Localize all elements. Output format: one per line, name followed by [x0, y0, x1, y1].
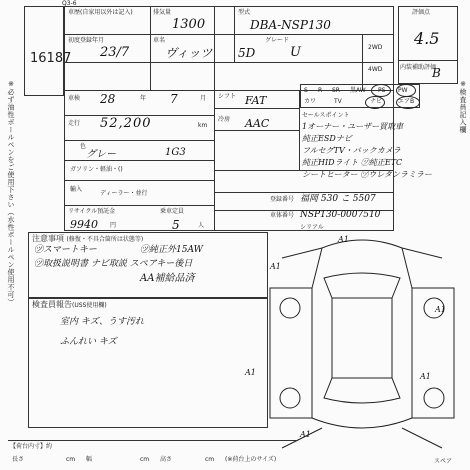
car-damage-diagram: [262, 228, 467, 463]
cargo-label: 【荷台内寸】約: [10, 443, 53, 450]
car-roof: [332, 298, 392, 378]
grade-label: グレード: [265, 37, 290, 44]
grid-line: [214, 192, 394, 193]
side-notice: ※必ず油性ボールペンをご使用下さい（水性ボールペン使用不可）: [7, 80, 15, 306]
inspection-label: 車検: [68, 95, 81, 102]
wheel-fl: [280, 298, 300, 318]
drive-2wd: 2WD: [368, 44, 383, 51]
grid-line: [64, 180, 214, 181]
displacement-value: 1300: [172, 17, 206, 32]
shift-label: シフト: [218, 93, 237, 100]
damage-mark-2: A1: [270, 262, 281, 271]
inspection-month: 7: [170, 92, 178, 106]
serial-label: シリアル: [300, 224, 324, 231]
sheet-tag: Q3-6: [62, 0, 77, 7]
first-reg-value: 23/7: [100, 45, 130, 60]
recycle-label: リサイクル預託金: [68, 208, 116, 215]
month-unit: 月: [200, 95, 207, 102]
notes-label: 注意事項 (修復・不具合箇所は状態等): [32, 234, 144, 243]
sales-point-4: 純正HIDライト ㋡純正ETC: [302, 158, 403, 167]
inspector-line-1: 室内 キズ、うす汚れ: [60, 317, 144, 327]
damage-mark-1: A1: [338, 235, 349, 244]
drive-4wd: 4WD: [368, 66, 383, 73]
equip-sr: SR: [332, 87, 340, 94]
color-code: 1G3: [165, 147, 186, 158]
equip-tv: TV: [334, 98, 342, 105]
first-reg-label: 初度登録年月: [68, 37, 105, 44]
spare-label: スペア: [434, 458, 453, 465]
grade-value: U: [290, 45, 301, 60]
width-label: 幅: [86, 456, 93, 463]
wheel-rl: [280, 388, 300, 408]
right-side: [412, 288, 454, 418]
damage-mark-3: A1: [245, 368, 256, 377]
wheel-rr: [424, 388, 444, 408]
grid-line: [398, 60, 458, 61]
left-side: [270, 288, 312, 418]
grid-line: [64, 140, 214, 141]
car-windshield: [324, 273, 400, 298]
ac-value: AAC: [245, 117, 270, 130]
equip-navi: ナビ: [370, 98, 383, 105]
notes-line-2: ㋡純正外15AW: [140, 245, 203, 255]
car-rear-window: [324, 378, 400, 403]
color-value: グレー: [86, 149, 116, 160]
mileage-unit: km: [198, 122, 208, 129]
notes-line-4: AA補給品済: [140, 273, 195, 284]
shift-value: FAT: [245, 94, 267, 107]
eval-label: 評価点: [412, 9, 431, 16]
equip-leather: カワ: [304, 98, 317, 105]
frame-value: NSP130-0007510: [300, 210, 381, 220]
grid-line: [64, 160, 214, 161]
equip-pw: PW: [398, 87, 408, 94]
inspection-year: 28: [100, 92, 116, 106]
car-outline: [312, 240, 412, 428]
sales-point-1: 1オーナー・ユーザー買取車: [302, 122, 404, 131]
sales-points-label: セールスポイント: [302, 112, 350, 119]
grid-line: [64, 34, 394, 35]
reg-value: 福岡 530 こ 5507: [300, 194, 376, 204]
import-label: 輸入: [70, 186, 83, 193]
side-notice-right: ※検査員記入欄: [459, 80, 467, 134]
length-unit: cm: [66, 456, 76, 463]
displacement-label: 排気量: [153, 9, 172, 16]
height-label: 高さ: [160, 456, 173, 463]
reg-label: 登録番号: [270, 196, 295, 203]
car-name-value: ヴィッツ: [165, 46, 213, 60]
capacity-unit: 人: [198, 222, 205, 229]
damage-mark-5: A1: [300, 430, 311, 439]
grid-line: [362, 34, 363, 90]
ac-label: 冷房: [218, 116, 231, 123]
height-unit: cm: [205, 456, 215, 463]
capacity-value: 5: [172, 218, 180, 232]
equip-s: S: [304, 87, 308, 94]
sales-point-5: シートヒーター ㋡ウレタンラミラー: [302, 170, 432, 179]
sales-point-2: 純正ESDナビ: [302, 134, 352, 143]
notes-line-1: ㋡スマートキー: [34, 245, 97, 255]
footer-note: (※荷台上のサイズ): [225, 456, 277, 463]
frame-label: 車体番号: [270, 212, 295, 219]
chassis-label: 車歴(自家用以外は記入): [68, 9, 133, 16]
recycle-value: 9940: [70, 218, 98, 231]
equip-ps: PS: [378, 87, 386, 94]
grid-line: [214, 130, 299, 131]
equip-circle: [396, 96, 420, 109]
doors-value: 5D: [238, 46, 256, 60]
width-unit: cm: [140, 456, 150, 463]
equip-circle: [365, 96, 385, 109]
mileage-label: 走行: [68, 120, 81, 127]
damage-mark-6: A1: [435, 305, 446, 314]
grid-line: [214, 108, 299, 109]
inspector-label: 検査員報告(USS使用欄): [32, 300, 107, 309]
model-label: 型式: [238, 9, 251, 16]
grid-line: [64, 62, 394, 63]
interior-value: B: [432, 66, 441, 80]
import-value: ディーラー・並行: [100, 190, 148, 197]
grid-line: [234, 6, 235, 62]
capacity-label: 乗車定員: [160, 208, 185, 215]
mileage-value: 52,200: [100, 116, 152, 131]
lot-number: 16187: [30, 51, 72, 66]
grid-line: [214, 6, 215, 231]
length-label: 長さ: [12, 456, 25, 463]
interior-label: 内装補助評価: [400, 64, 437, 71]
damage-mark-4: A1: [420, 372, 431, 381]
year-unit: 年: [140, 95, 147, 102]
equip-r: R: [318, 87, 323, 94]
equip-airbag: エアB: [398, 98, 415, 105]
sales-point-3: フルセグTV・バックカメラ: [302, 146, 401, 155]
grid-line: [64, 205, 214, 206]
car-name-label: 車名: [153, 37, 166, 44]
fuel-options: ガソリン・軽油・(): [70, 166, 123, 173]
color-label: 色: [80, 143, 87, 150]
notes-line-3: ㋡取扱説明書 ナビ取説 スペアキー後日: [34, 259, 193, 269]
eval-value: 4.5: [414, 29, 440, 48]
equip-aw: 黒AW: [350, 87, 366, 94]
footer-line: [8, 440, 298, 441]
recycle-unit: 円: [110, 222, 117, 229]
grid-line: [150, 6, 151, 90]
model-value: DBA-NSP130: [250, 18, 331, 32]
inspector-line-2: ふんれい キズ: [60, 337, 117, 347]
